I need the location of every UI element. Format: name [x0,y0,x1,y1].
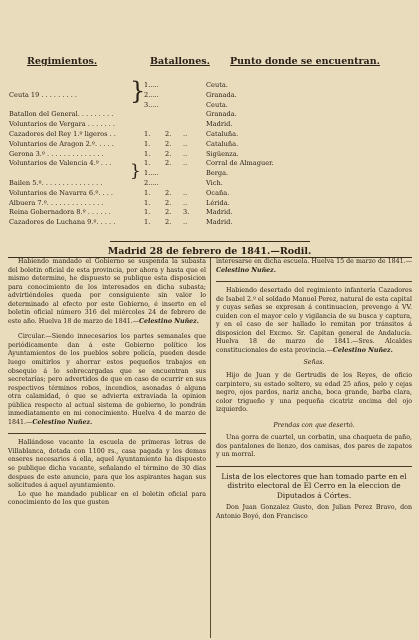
battalion-cell: 2..... [144,179,159,187]
battalion-cell: 3. [183,208,190,217]
battalion-cell: 1. [144,159,151,168]
battalion-cell: 2. [165,208,172,217]
location-cell: Cataluña. [206,130,239,138]
senas-title: Señas. [303,359,325,367]
battalion-cell: .. [183,159,188,168]
battalion-cell: .. [183,130,188,138]
regiment-cell: Cazadores de Luchana 9.º. . . . . [9,218,116,227]
table-row [0,179,419,188]
regiment-cell: Voluntarios de Vergara . . . . . . . [9,120,116,129]
table-row [0,91,419,100]
battalion-cell: 2. [165,159,172,168]
table-row [0,159,419,168]
location-cell: Granada. [206,90,237,99]
table-row [0,169,419,178]
regiment-cell: Voluntarios de Navarra 6.º. . . . [9,188,113,197]
location-cell: Lérida. [206,198,230,207]
location-cell: Sigüenza. [206,149,239,158]
battalion-cell: .. [183,188,188,197]
battalion-cell: 1. [144,198,151,207]
table-row [0,208,419,217]
location-cell: Granada. [206,110,237,119]
battalion-cell: 2. [165,198,172,207]
right-column [216,258,412,638]
regiment-cell: Bailen 5.º. . . . . . . . . . . . . . . [9,179,103,187]
regiment-cell: Ceuta 19 . . . . . . . . . [9,90,77,99]
location-cell: Berga. [206,169,229,178]
location-cell: Madrid. [206,218,233,227]
location-cell: Madrid. [206,208,233,217]
battalion-cell: .. [183,139,188,148]
battalion-cell: 2. [165,149,172,158]
notice-divider [8,433,206,434]
table-rule [110,241,310,242]
regiment-cell: Voluntarios de Aragon 2.º. . . . . [9,139,114,148]
header-batallones: Batallones. [150,56,210,67]
battalion-cell: 2. [165,188,172,197]
location-cell: Cataluña. [206,139,239,148]
notice-escuela-cont: interesarse en dicha escuela. Huelva 15 de marzo de 1841.—Celestino Nuñez. [216,258,412,274]
battalion-cell: .. [183,198,188,207]
battalion-cell: 2. [165,139,172,148]
battalion-cell: 2..... [144,90,159,99]
notice-escuela: Hallándose vacante la escuela de primeras letras de Villablanca, dotada con 1100 rs., casa pagada y los demas enseres necesarios á ella, aquel Ayuntamiento ha dispuesto se publique dicha vacante, señalando el término de 30 dias despues de este anuncio, para que los aspirantes hagan sus solicitudes á aquel ayuntamiento. [8,439,206,490]
regiment-cell: Reina Gobernadora 8.º . . . . . . [9,208,111,217]
table-row [0,130,419,139]
battalion-cell: 1. [144,208,151,217]
regiment-cell: Voluntarios de Valencia 4.º . . . [9,159,112,168]
notice-subasta: Habiendo mandado el Gobierno se suspenda la subasta del boletin oficial de esta provincia, por ahora y hasta que el mismo determine, he dispuesto se publique esta disposicion para conocimiento de los interesados en dicha subasta; advirtiéndoles queda por consiguiente sin valor lo determinado al efecto por este Gobierno, é inserto en el boletin oficial número 316 del miércoles 24 de febrero de este año. Huelva 18 de marzo de 1841.—Celestino Nuñez. [8,258,206,325]
table-row [0,110,419,119]
header-regimientos: Regimientos. [27,56,98,67]
location-cell: Ocaña. [206,188,230,197]
notice-circular: Circular.—Siendo innecesarios los partes semanales que periódicamente dan á este Gobierno político los Ayuntamientos de los pueblos sobre policía, pueden desde luego omitirlos y ahorrar estos pequeños trabajos en obsequio á lo sobrecargadas que se encuentran sus secretarías; pero advertidos de que en caso de ocurrir en sus respectivos términos robos, incendios, asonadas ó alguna otra calamidad, ó que se advierta extraviada la opinion pública respecto al actual sistema de gobierno, lo pondrán inmediatamente en mi conocimiento. Huelva 4 de marzo de 1841.—Celestino Nuñez. [8,333,206,426]
battalion-cell: 2. [165,130,172,138]
prendas-text: Una gorra de cuartel, un corbatin, una chaqueta de paño, dos pantalones de lienzo, dos camisas, dos pares de zapatos y un morral. [216,434,412,459]
notice-desercion: Habiendo desertado del regimiento infantería Cazadores de Isabel 2.º el soldado Manuel Perez, natural de esta capital y cuyas señas se expresan á continuacion, prevengo á VV. cuiden con el mayor celo y vigilancia de su busca y captura, y en el caso de ser hallado lo remitan por tránsitos á disposicion del Excmo. Sr. Capitan general de Andalucía. Huelva 18 de marzo de 1841.—Sres. Alcaldes constitucionales de esta provincia.—Celestino Nuñez. [216,287,412,354]
table-row [0,189,419,198]
battalion-cell: 1. [144,149,151,158]
notice-publicar: Lo que he mandado publicar en el boletin oficial para conocimiento de los que gusten [8,490,206,507]
signature: Celestino Nuñez. [332,346,393,354]
table-row [0,140,419,149]
location-cell: Corral de Almaguer. [206,159,274,168]
regiment-cell: Batallon del General. . . . . . . . . [9,110,114,119]
regiment-cell: Albuera 7.º. . . . . . . . . . . . . . [9,198,104,207]
battalion-cell: 1. [144,130,151,138]
signature: Celestino Nuñez. [32,418,93,426]
table-row [0,199,419,208]
battalion-cell: 1. [144,188,151,197]
table-row [0,101,419,110]
location-cell: Ceuta. [206,100,228,109]
lista-names: Don Juan Gonzalez Gusto, don Julian Perez Bravo, don Antonio Boyó, don Francisco [216,504,412,520]
signature: Celestino Nuñez. [216,266,276,274]
table-row [0,218,419,227]
location-cell: Vich. [206,179,223,187]
battalion-cell: 1. [144,218,151,227]
battalion-cell: 1. [144,139,151,148]
column-divider [210,258,211,638]
battalion-cell: 2. [165,218,172,227]
senas-text: Hijo de Juan y de Gertrudis de los Reyes, de oficio carpintero, su estado soltero, su edad 25 años, pelo y cejas negro, ojos pardos, nariz ancha, boca grande, barba clara, color trigueño y una pequeña cicatriz encima del ojo izquierdo. [216,372,412,414]
notice-divider [216,281,412,282]
battalion-cell: 1..... [144,169,159,178]
brace-bailen: } [130,161,141,181]
battalion-cell: .. [183,218,188,227]
prendas-title: Prendas con que desertó. [273,421,355,429]
location-cell: Madrid. [206,120,233,129]
battalion-cell: .. [183,149,188,158]
table-row [0,150,419,159]
battalion-cell: 1..... [144,81,159,89]
table-row [0,120,419,129]
regiment-cell: Cazadores del Rey 1.º ligeros . . [9,130,116,138]
signature: Celestino Nuñez. [139,317,199,325]
left-column [8,258,206,638]
header-punto: Punto donde se encuentran. [230,56,380,67]
notice-divider [216,466,412,467]
regiment-cell: Gerona 3.º . . . . . . . . . . . . . . [9,149,104,158]
lista-title: Lista de los electores que han tomado parte en el distrito electoral de El Cerro en la eleccion de Diputados á Córtes. [221,471,407,500]
dateline: Madrid 28 de febrero de 1841.—Rodil. [107,246,312,257]
brace-ceuta: } [130,77,146,105]
table-row [0,81,419,90]
battalion-cell: 3..... [144,100,159,109]
location-cell: Ceuta. [206,81,228,89]
